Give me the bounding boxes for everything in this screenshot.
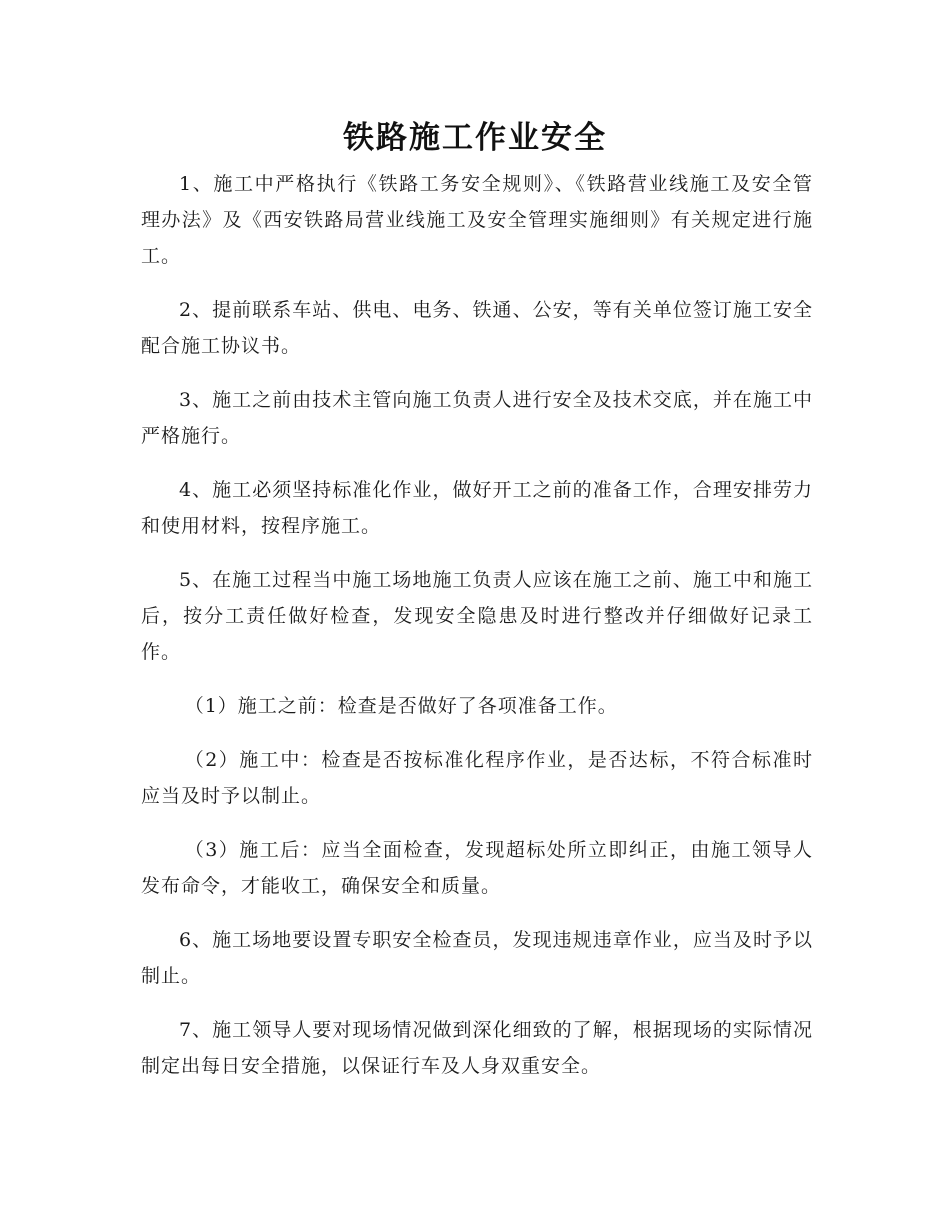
paragraph-1: 1、施工中严格执行《铁路工务安全规则》、《铁路营业线施工及安全管理办法》及《西安铁路局营业线施工及安全管理实施细则》有关规定进行施工。	[141, 173, 813, 267]
sub-item-1: （1）施工之前：检查是否做好了各项准备工作。	[184, 695, 618, 717]
document-title: 铁路施工作业安全	[343, 120, 607, 156]
sub-item-2: （2）施工中：检查是否按标准化程序作业，是否达标，不符合标准时应当及时予以制止。	[141, 749, 813, 807]
paragraph-4: 4、施工必须坚持标准化作业，做好开工之前的准备工作，合理安排劳力和使用材料，按程序施工。	[141, 479, 813, 537]
sub-item-3: （3）施工后：应当全面检查，发现超标处所立即纠正，由施工领导人发布命令，才能收工，确保安全和质量。	[141, 839, 813, 897]
paragraph-5: 5、在施工过程当中施工场地施工负责人应该在施工之前、施工中和施工后，按分工责任做好检查，发现安全隐患及时进行整改并仔细做好记录工作。	[141, 569, 813, 663]
paragraph-3: 3、施工之前由技术主管向施工负责人进行安全及技术交底，并在施工中严格施行。	[141, 389, 813, 447]
paragraph-2: 2、提前联系车站、供电、电务、铁通、公安，等有关单位签订施工安全配合施工协议书。	[141, 299, 813, 357]
paragraph-6: 6、施工场地要设置专职安全检查员，发现违规违章作业，应当及时予以制止。	[141, 929, 813, 987]
paragraph-7: 7、施工领导人要对现场情况做到深化细致的了解，根据现场的实际情况制定出每日安全措施，以保证行车及人身双重安全。	[141, 1019, 813, 1077]
document-body	[141, 166, 813, 1102]
